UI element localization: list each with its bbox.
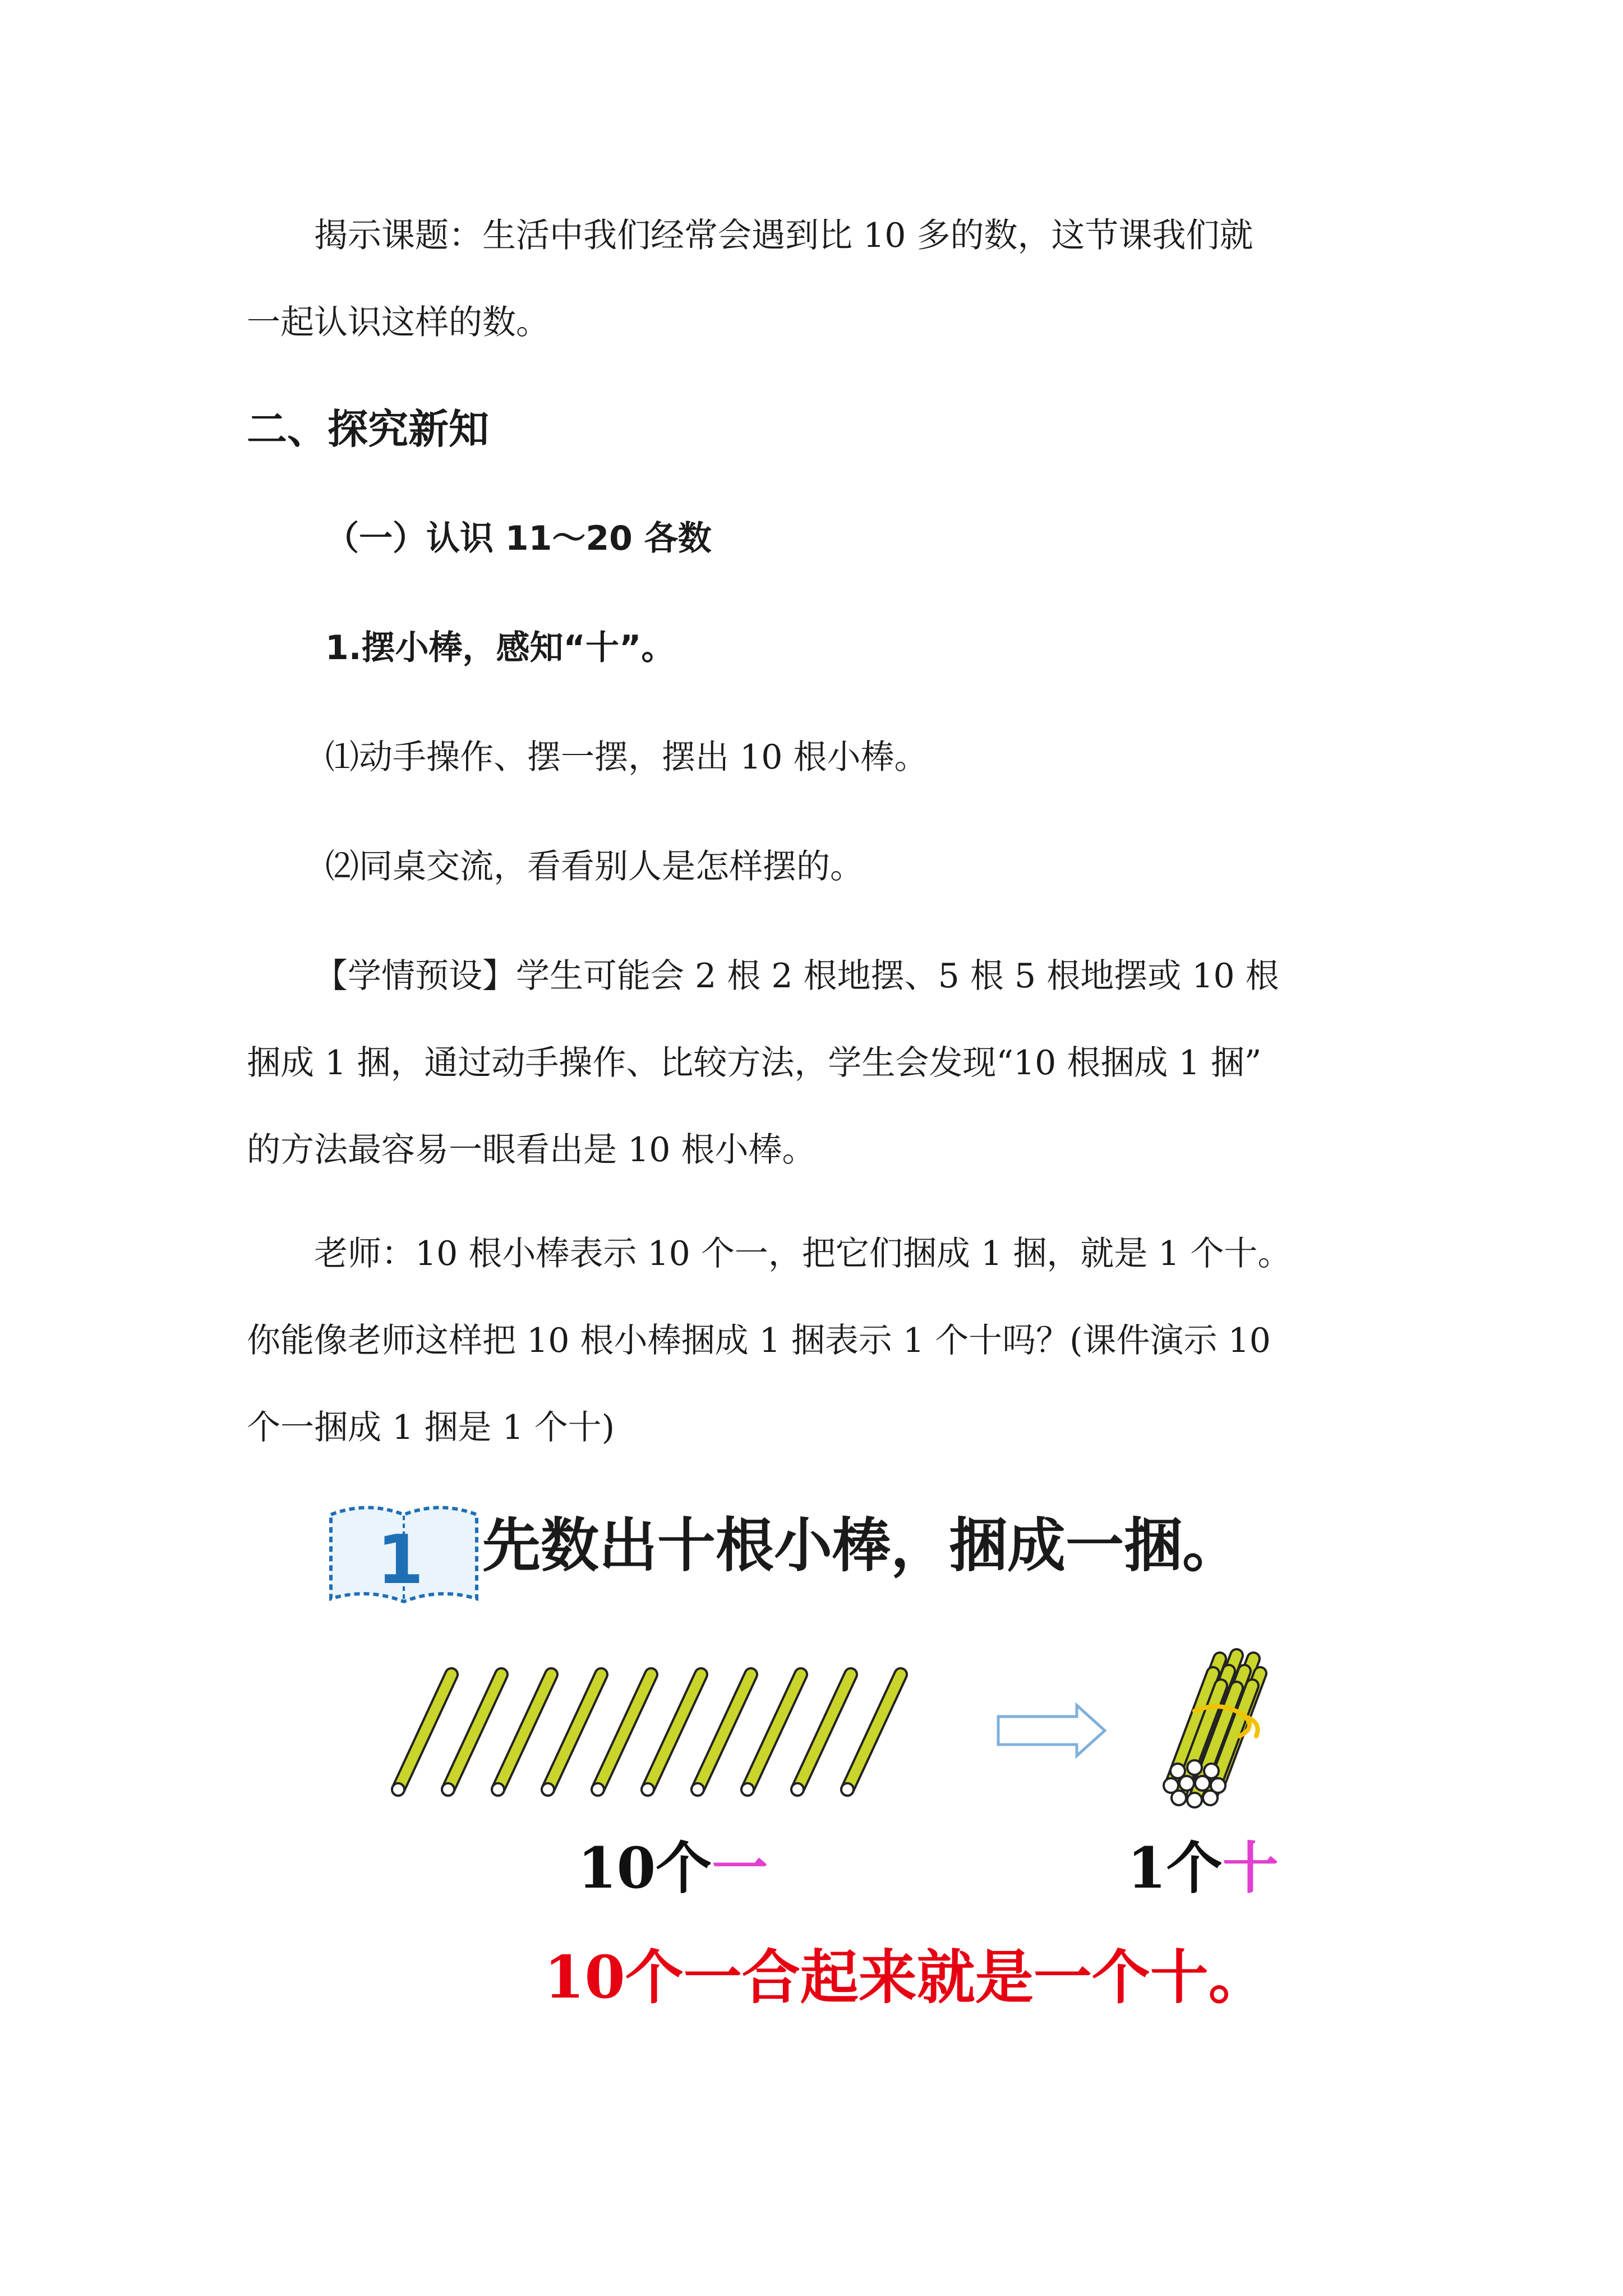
left-label-prefix: 10个 xyxy=(578,1835,712,1901)
bundle-figure xyxy=(314,1487,1380,2047)
intro-paragraph-line-1: 揭示课题：生活中我们经常会遇到比 10 多的数，这节课我们就 xyxy=(314,216,1253,255)
step1-item-2: ⑵同桌交流，看看别人是怎样摆的。 xyxy=(325,847,864,886)
sticks-group xyxy=(392,1674,901,1796)
right-label-prefix: 1个 xyxy=(1127,1835,1223,1901)
step1-heading: 1.摆小棒，感知“十”。 xyxy=(325,628,675,668)
stick-bundle-icon xyxy=(1164,1655,1260,1807)
teacher-paragraph-line-1: 老师：10 根小棒表示 10 个一，把它们捆成 1 捆，就是 1 个十。 xyxy=(314,1234,1292,1273)
bundle-stick-end xyxy=(1187,1760,1202,1775)
bundle-stick-end xyxy=(1187,1793,1202,1807)
left-label-unit: 一 xyxy=(712,1835,768,1901)
teacher-paragraph-line-2: 你能像老师这样把 10 根小棒捆成 1 捆表示 1 个十吗？(课件演示 10 xyxy=(247,1321,1271,1360)
intro-paragraph-line-2: 一起认识这样的数。 xyxy=(247,303,550,342)
left-label xyxy=(578,1834,768,1902)
conclusion-text: 10个一合起来就是一个十。 xyxy=(544,1943,1267,2012)
teacher-paragraph-line-3: 个一捆成 1 捆是 1 个十) xyxy=(247,1408,615,1447)
right-arrow-icon xyxy=(998,1705,1105,1756)
preset-paragraph-line-2: 捆成 1 捆，通过动手操作、比较方法，学生会发现“10 根捆成 1 捆” xyxy=(247,1043,1262,1083)
preset-paragraph-line-1: 【学情预设】学生可能会 2 根 2 根地摆、5 根 5 根地摆或 10 根 xyxy=(314,956,1279,996)
book-badge-icon xyxy=(331,1508,477,1602)
right-label-unit: 十 xyxy=(1222,1835,1279,1901)
bundle-stick-end xyxy=(1203,1791,1218,1805)
stick-icon xyxy=(392,1674,451,1796)
figure-title: 先数出十根小棒，捆成一捆。 xyxy=(482,1511,1241,1580)
section-heading: 二、探究新知 xyxy=(247,406,490,453)
step1-item-1: ⑴动手操作、摆一摆，摆出 10 根小棒。 xyxy=(325,738,928,777)
bundle-stick-end xyxy=(1179,1776,1194,1791)
badge-number: 1 xyxy=(377,1521,424,1599)
bundle-stick-end xyxy=(1195,1776,1210,1791)
right-label xyxy=(1127,1834,1279,1902)
preset-paragraph-line-3: 的方法最容易一眼看出是 10 根小棒。 xyxy=(247,1130,816,1170)
bundle-stick-end xyxy=(1172,1791,1186,1805)
subsection-heading: （一）认识 11～20 各数 xyxy=(325,519,712,558)
